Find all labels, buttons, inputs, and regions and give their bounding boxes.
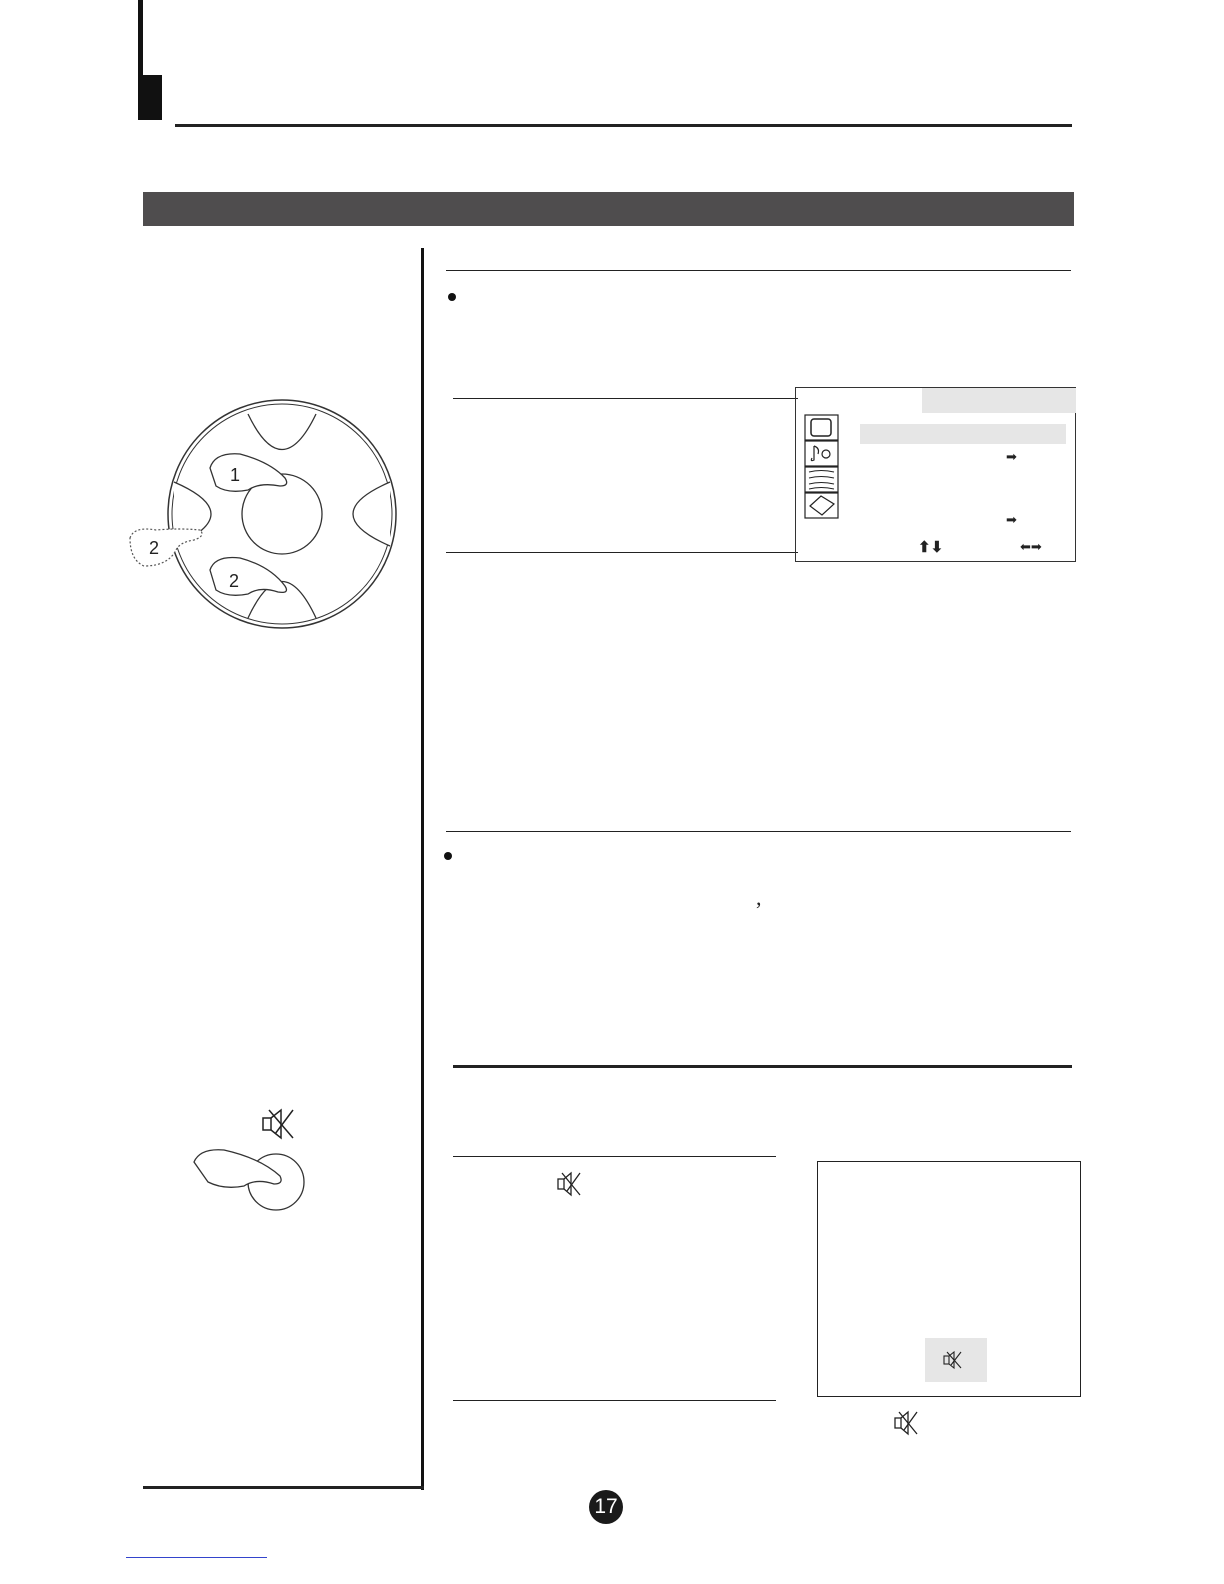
mute-step-rule-top xyxy=(453,1156,776,1157)
stray-comma: , xyxy=(756,885,762,910)
mute-icon xyxy=(556,1171,582,1197)
mute-icon xyxy=(943,1350,963,1370)
pointing-hand-dotted-icon xyxy=(130,529,202,566)
left-column-bottom-rule xyxy=(143,1486,424,1489)
page-number: 17 xyxy=(589,1490,623,1524)
footer-link-underline[interactable] xyxy=(126,1557,267,1558)
mute-icon xyxy=(261,1108,297,1140)
section-rule-2 xyxy=(446,831,1071,832)
osd-submenu-arrow-2: ➡ xyxy=(1006,512,1017,527)
osd-selected-row xyxy=(860,424,1066,444)
mute-step-rule-bottom xyxy=(453,1400,776,1401)
left-right-arrows-icon: ⬅➡ xyxy=(1020,539,1042,554)
column-divider xyxy=(421,248,424,1490)
bullet-point xyxy=(448,293,456,301)
step-label-down: 2 xyxy=(229,571,240,591)
mute-button-diagram xyxy=(190,1140,340,1220)
section-title-bar xyxy=(143,192,1074,226)
up-down-arrows-icon: ⬆⬇ xyxy=(918,539,944,556)
header-rule xyxy=(175,124,1072,127)
step-rule-top xyxy=(453,398,798,399)
header-block-marker xyxy=(138,75,162,120)
osd-menu-title-bar xyxy=(922,388,1076,413)
osd-icon-column xyxy=(804,414,844,524)
step-label-left: 2 xyxy=(149,538,160,558)
pointing-hand-icon xyxy=(210,558,286,596)
section-rule-1 xyxy=(446,270,1071,271)
step-label-up: 1 xyxy=(230,465,241,485)
step-rule-bottom xyxy=(446,552,798,553)
mute-icon xyxy=(893,1410,919,1436)
remote-dpad-diagram xyxy=(120,390,420,650)
pointing-hand-icon xyxy=(210,454,287,492)
mute-section-rule xyxy=(453,1065,1072,1068)
bullet-point xyxy=(444,852,452,860)
osd-submenu-arrow-1: ➡ xyxy=(1006,449,1017,464)
